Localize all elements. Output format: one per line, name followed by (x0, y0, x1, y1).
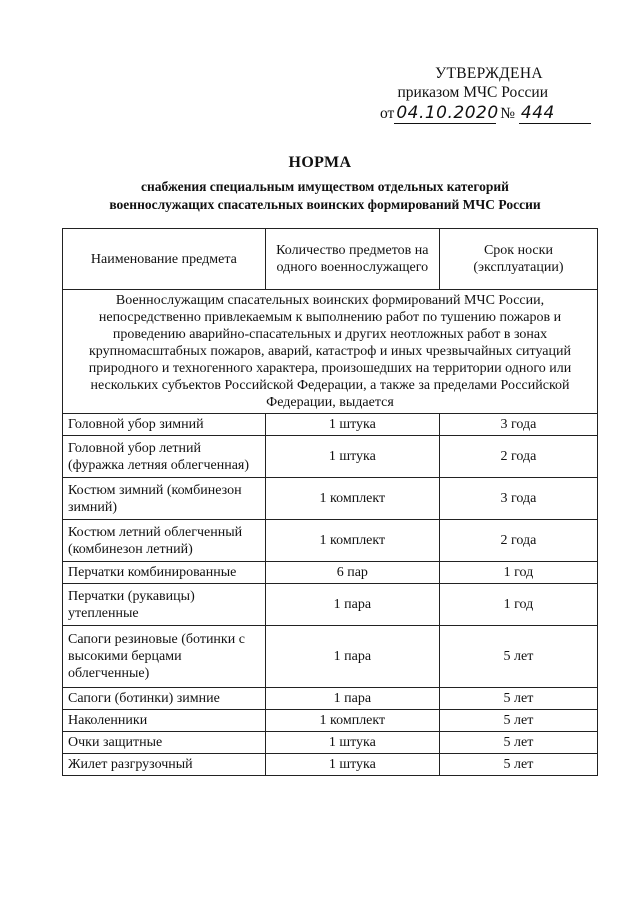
table-row (63, 710, 598, 732)
subtitle-line-2: военнослужащих спасательных воинских формирований МЧС России (109, 196, 541, 212)
cell-term: 5 лет (439, 732, 597, 754)
table-row (63, 584, 598, 626)
approval-heading: УТВЕРЖДЕНА (435, 65, 543, 82)
cell-item: Перчатки комбинированные (63, 562, 266, 584)
cell-quantity: 1 штука (265, 436, 439, 478)
order-date: 04.10.2020 (396, 103, 499, 123)
cell-term: 5 лет (439, 626, 597, 688)
date-prefix: от (380, 105, 395, 122)
cell-item: Очки защитные (63, 732, 266, 754)
cell-term: 1 год (439, 584, 597, 626)
document-title: НОРМА (288, 154, 352, 171)
approval-date-line (380, 104, 590, 124)
cell-quantity: 1 пара (265, 626, 439, 688)
cell-quantity: 1 комплект (265, 710, 439, 732)
approval-block (380, 64, 590, 124)
cell-quantity: 1 штука (265, 414, 439, 436)
cell-term: 1 год (439, 562, 597, 584)
header-term: Срок носки (эксплуатации) (439, 229, 597, 290)
cell-item: Головной убор летний (фуражка летняя облегченная) (63, 436, 266, 478)
cell-quantity: 1 комплект (265, 520, 439, 562)
norm-table (62, 228, 598, 776)
approval-order-text: приказом МЧС России (397, 84, 548, 101)
table-row (63, 754, 598, 776)
cell-item: Жилет разгрузочный (63, 754, 266, 776)
cell-term: 2 года (439, 520, 597, 562)
cell-term: 3 года (439, 478, 597, 520)
table-row (63, 520, 598, 562)
document-subtitle (60, 178, 590, 213)
table-row (63, 626, 598, 688)
table-row (63, 478, 598, 520)
number-sign: № (500, 105, 515, 122)
cell-item: Перчатки (рукавицы) утепленные (63, 584, 266, 626)
table-row (63, 562, 598, 584)
cell-item: Сапоги (ботинки) зимние (63, 688, 266, 710)
cell-item: Головной убор зимний (63, 414, 266, 436)
order-number: 444 (519, 104, 591, 124)
table-row (63, 732, 598, 754)
cell-quantity: 1 пара (265, 688, 439, 710)
cell-quantity: 1 пара (265, 584, 439, 626)
cell-term: 2 года (439, 436, 597, 478)
table-header-row (63, 229, 598, 290)
cell-term: 5 лет (439, 754, 597, 776)
cell-item: Костюм зимний (комбинезон зимний) (63, 478, 266, 520)
section-row (63, 290, 598, 414)
cell-item: Наколенники (63, 710, 266, 732)
table-row (63, 436, 598, 478)
header-quantity: Количество предметов на одного военнослужащего (265, 229, 439, 290)
cell-quantity: 1 комплект (265, 478, 439, 520)
cell-term: 3 года (439, 414, 597, 436)
cell-item: Костюм летний облегченный (комбинезон летний) (63, 520, 266, 562)
cell-item: Сапоги резиновые (ботинки с высокими берцами облегченные) (63, 626, 266, 688)
cell-quantity: 1 штука (265, 754, 439, 776)
section-text: Военнослужащим спасательных воинских формирований МЧС России, непосредственно привлекаемым к выполнению работ по тушению пожаров и проведению аварийно-спасательных и других неотложных работ в зонах крупномасштабных пожаров, аварий, катастроф и иных чрезвычайных ситуаций природного и техногенного характера, произошедших на территории одного или нескольких субъектов Российской Федерации, а также за пределами Российской Федерации, выдается (63, 290, 598, 414)
cell-term: 5 лет (439, 688, 597, 710)
cell-quantity: 6 пар (265, 562, 439, 584)
table-row (63, 414, 598, 436)
subtitle-line-1: снабжения специальным имуществом отдельных категорий (141, 179, 509, 194)
header-item: Наименование предмета (63, 229, 266, 290)
cell-quantity: 1 штука (265, 732, 439, 754)
table-row (63, 688, 598, 710)
cell-term: 5 лет (439, 710, 597, 732)
